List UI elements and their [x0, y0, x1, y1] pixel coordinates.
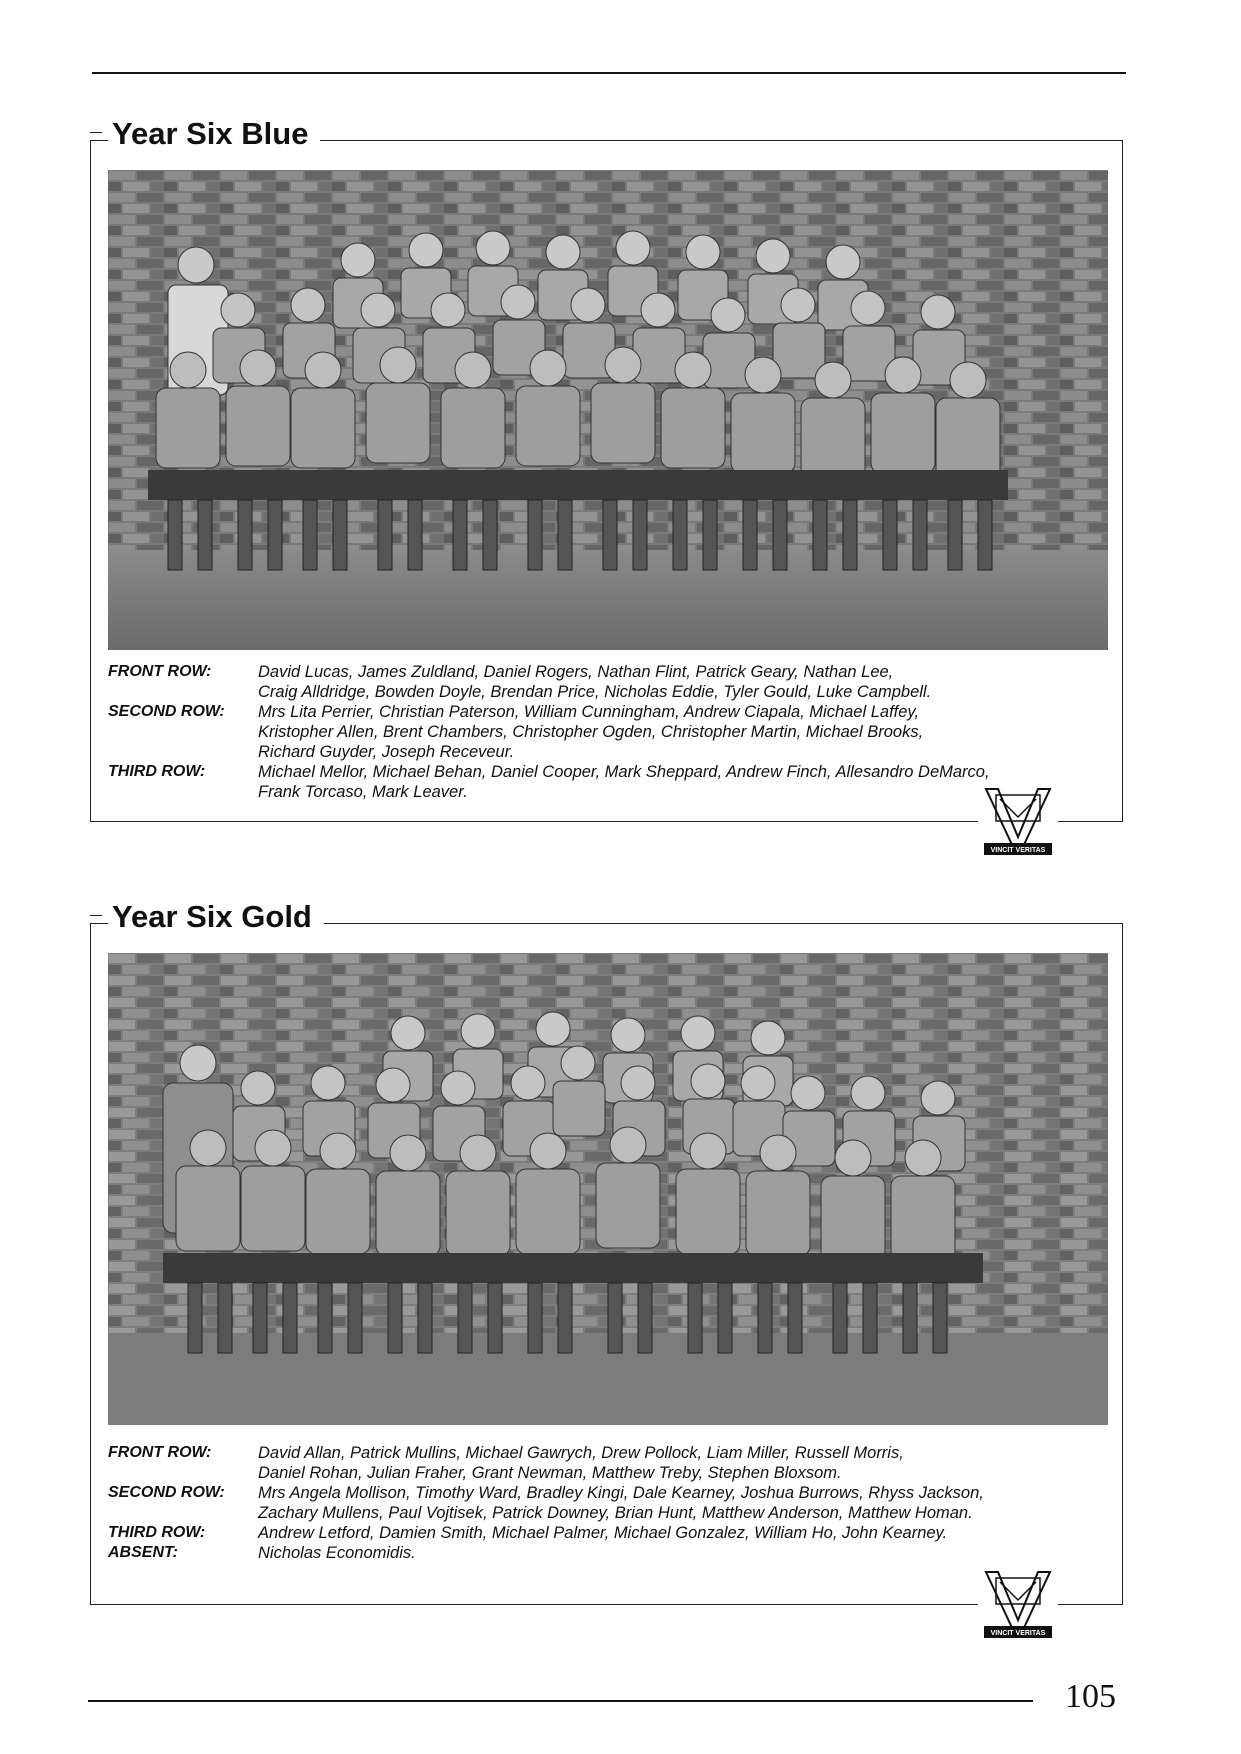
row-names: David Allan, Patrick Mullins, Michael Gawrych, Drew Pollock, Liam Miller, Russell Morris, Daniel Rohan, Julian Fraher, Grant Newman, Matthew Treby, Stephen Bloxsom. [258, 1444, 904, 1482]
row-label: FRONT ROW: [108, 1444, 212, 1461]
row-names: Nicholas Economidis. [258, 1544, 416, 1562]
row-label: FRONT ROW: [108, 663, 212, 680]
section-title: Year Six Gold [108, 897, 324, 937]
row-label: THIRD ROW: [108, 763, 206, 780]
caption-row [108, 1443, 1098, 1483]
caption-row [108, 662, 1098, 702]
school-crest-icon [978, 785, 1058, 857]
row-names: Andrew Letford, Damien Smith, Michael Palmer, Michael Gonzalez, William Ho, John Kearney. [258, 1524, 948, 1542]
crest-motto: VINCIT VERITAS [990, 1630, 1046, 1637]
row-names: Mrs Angela Mollison, Timothy Ward, Bradley Kingi, Dale Kearney, Joshua Burrows, Rhyss Jackson, Zachary Mullens, Paul Vojtisek, Patrick Downey, Brian Hunt, Matthew Anderson, Matthew Homan. [258, 1484, 984, 1522]
row-label: SECOND ROW: [108, 703, 225, 720]
row-names: Michael Mellor, Michael Behan, Daniel Cooper, Mark Sheppard, Andrew Finch, Allesandro DeMarco, Frank Torcaso, Mark Leaver. [258, 763, 990, 801]
caption-row [108, 702, 1098, 762]
top-rule [92, 72, 1126, 74]
frame-corner [90, 132, 102, 133]
caption-row [108, 1543, 1098, 1563]
row-label: SECOND ROW: [108, 1484, 225, 1501]
row-names: Mrs Lita Perrier, Christian Paterson, William Cunningham, Andrew Ciapala, Michael Laffey, Kristopher Allen, Brent Chambers, Christopher Ogden, Christopher Martin, Michael Brooks, Richard Guyder, Joseph Receveur. [258, 703, 924, 761]
caption-row [108, 1483, 1098, 1523]
crest-motto: VINCIT VERITAS [990, 847, 1046, 854]
row-names: David Lucas, James Zuldland, Daniel Rogers, Nathan Flint, Patrick Geary, Nathan Lee, Craig Alldridge, Bowden Doyle, Brendan Price, Nicholas Eddie, Tyler Gould, Luke Campbell. [258, 663, 932, 701]
frame-corner [90, 915, 102, 916]
class-photo [108, 170, 1108, 650]
row-label: THIRD ROW: [108, 1524, 206, 1541]
row-label: ABSENT: [108, 1544, 178, 1561]
bottom-rule [88, 1700, 1033, 1702]
class-photo [108, 953, 1108, 1425]
name-captions [108, 1443, 1098, 1563]
page-number: 105 [1065, 1678, 1116, 1715]
class-photo-image [108, 170, 1108, 650]
school-crest-icon [978, 1568, 1058, 1640]
name-captions [108, 662, 1098, 802]
section-title: Year Six Blue [108, 114, 320, 154]
class-photo-image [108, 953, 1108, 1425]
caption-row [108, 1523, 1098, 1543]
caption-row [108, 762, 1098, 802]
